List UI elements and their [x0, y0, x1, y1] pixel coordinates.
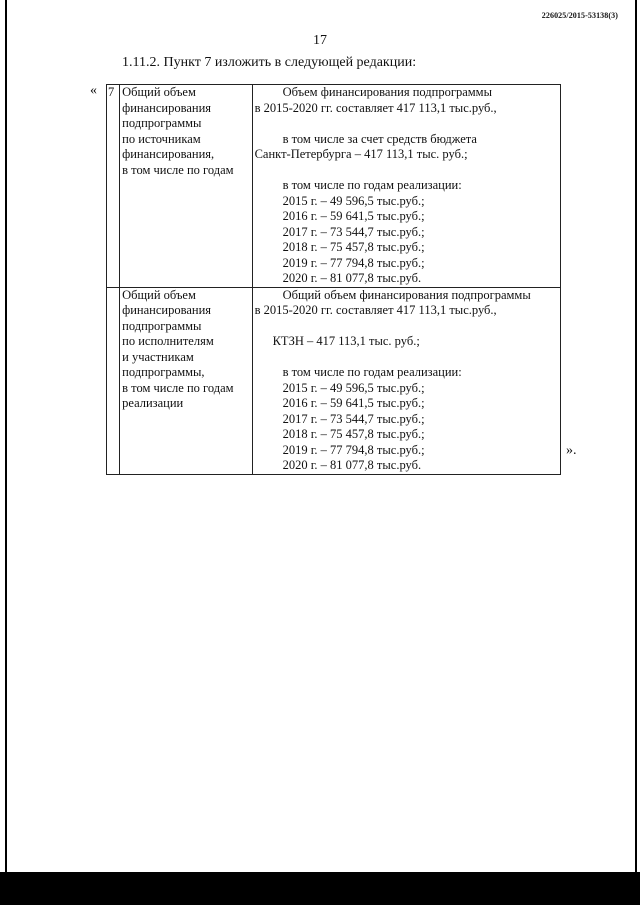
row1-year-line: 2019 г. – 77 794,8 тыс.руб.;	[282, 255, 425, 270]
row2-text-line: КТЗН – 417 113,1 тыс. руб.;	[272, 334, 420, 348]
row2-year-line: 2019 г. – 77 794,8 тыс.руб.;	[282, 442, 425, 457]
row1-label-line: подпрограммы	[122, 116, 202, 130]
table-row-sources	[107, 85, 561, 288]
page-number: 17	[313, 33, 327, 48]
row2-label	[120, 287, 252, 474]
row1-content	[252, 85, 560, 288]
spacer	[255, 163, 558, 179]
row2-label-line: в том числе по годам	[122, 380, 234, 395]
row1-label-line: Общий объем	[122, 85, 196, 99]
row2-text-line: в 2015-2020 гг. составляет 417 113,1 тыс.руб.,	[254, 303, 497, 317]
closing-quote: ».	[566, 443, 577, 458]
spacer	[255, 350, 558, 366]
row2-year-line: 2016 г. – 59 641,5 тыс.руб.;	[282, 396, 425, 410]
row-number-empty	[107, 287, 120, 474]
row1-text-line: в 2015-2020 гг. составляет 417 113,1 тыс.руб.,	[254, 100, 497, 115]
row1-year-line: 2015 г. – 49 596,5 тыс.руб.;	[282, 193, 425, 208]
row2-text-line: в том числе по годам реализации:	[282, 365, 462, 379]
row2-label-line: подпрограммы,	[122, 365, 205, 379]
row2-year-line: 2015 г. – 49 596,5 тыс.руб.;	[282, 380, 425, 395]
row2-label-line: Общий объем	[122, 287, 196, 302]
amendment-table	[106, 84, 561, 475]
row2-text-line: Общий объем финансирования подпрограммы	[282, 287, 531, 302]
spacer	[255, 116, 558, 132]
spacer	[255, 319, 558, 335]
row2-label-line: по исполнителям	[122, 334, 214, 348]
opening-quote: «	[90, 83, 97, 98]
scan-border-left	[5, 0, 7, 905]
row1-year-line: 2016 г. – 59 641,5 тыс.руб.;	[282, 209, 425, 223]
intro-paragraph: 1.11.2. Пункт 7 изложить в следующей редакции:	[122, 55, 417, 70]
row1-text-line: Объем финансирования подпрограммы	[282, 85, 492, 99]
row2-label-line: финансирования	[122, 303, 212, 317]
row2-year-line: 2020 г. – 81 077,8 тыс.руб.	[282, 458, 422, 472]
row2-label-line: реализации	[122, 396, 184, 410]
row1-year-line: 2017 г. – 73 544,7 тыс.руб.;	[282, 224, 425, 239]
row-number: 7	[107, 85, 120, 288]
row1-label-line: финансирования	[122, 100, 212, 115]
scan-footer-band	[0, 872, 640, 905]
row1-text-line: в том числе за счет средств бюджета	[282, 131, 477, 146]
row2-label-line: подпрограммы	[122, 318, 202, 333]
row2-label-line: и участникам	[122, 349, 194, 364]
row1-label-line: финансирования,	[122, 147, 215, 161]
row1-year-line: 2020 г. – 81 077,8 тыс.руб.	[282, 271, 422, 285]
row1-label	[120, 85, 252, 288]
scan-border-right	[635, 0, 637, 905]
row1-label-line: в том числе по годам	[122, 162, 234, 177]
row2-year-line: 2018 г. – 75 457,8 тыс.руб.;	[282, 427, 425, 441]
row1-text-line: в том числе по годам реализации:	[282, 178, 462, 192]
table-row-executors	[107, 287, 561, 474]
row2-content	[252, 287, 560, 474]
row1-label-line: по источникам	[122, 131, 201, 146]
row1-year-line: 2018 г. – 75 457,8 тыс.руб.;	[282, 240, 425, 254]
document-id: 226025/2015-53138(3)	[541, 11, 618, 20]
row1-text-line: Санкт-Петербурга – 417 113,1 тыс. руб.;	[254, 147, 468, 161]
row2-year-line: 2017 г. – 73 544,7 тыс.руб.;	[282, 411, 425, 426]
